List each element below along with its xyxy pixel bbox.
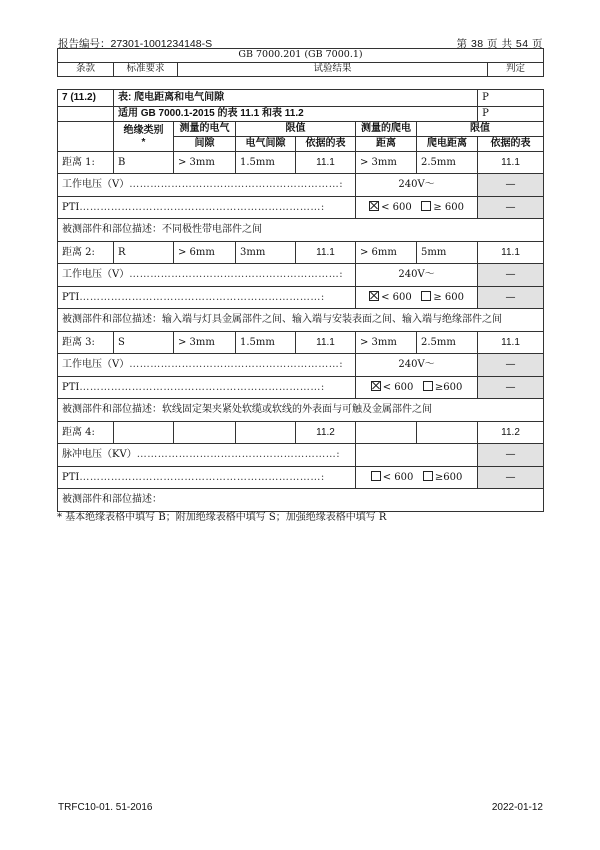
pti-options: < 600 ≥ 600 — [356, 197, 478, 219]
clause-title: 表: 爬电距离和电气间隙 — [114, 90, 478, 107]
distance-label: 距离 2: — [58, 242, 114, 264]
limit-clearance: 1.5mm — [236, 152, 296, 174]
verdict-dash: — — [478, 197, 544, 219]
table-ref: 11.1 — [296, 332, 356, 354]
verdict-dash: — — [478, 467, 544, 489]
page-number: 第 38 页 共 54 页 — [456, 38, 543, 50]
verdict-dash: — — [478, 174, 544, 197]
table-ref: 11.1 — [296, 152, 356, 174]
table-ref-2: 11.2 — [478, 422, 544, 444]
table-ref-2: 11.1 — [478, 152, 544, 174]
checkbox-checked-icon — [371, 381, 381, 391]
head-measured-creepage: 测量的爬电 — [356, 122, 417, 137]
checkbox-empty-icon — [421, 201, 431, 211]
voltage-value: 240V～ — [356, 174, 478, 197]
clause-verdict: P — [478, 90, 544, 107]
column-requirement: 标准要求 — [114, 63, 178, 77]
measured-clearance: > 6mm — [174, 242, 236, 264]
verdict-dash: — — [478, 377, 544, 399]
applies-text: 适用 GB 7000.1-2015 的表 11.1 和表 11.2 — [114, 107, 478, 122]
pti-row: PTI……………………………………………………………: — [58, 377, 356, 399]
limit-creepage: 5mm — [417, 242, 478, 264]
head-limit-creepage: 爬电距离 — [417, 137, 478, 152]
limit-creepage: 2.5mm — [417, 152, 478, 174]
form-number: TRFC10-01. 51-2016 — [58, 802, 153, 813]
measured-creepage: > 3mm — [356, 152, 417, 174]
verdict-dash: — — [478, 354, 544, 377]
measured-creepage: > 3mm — [356, 332, 417, 354]
pti-options: < 600 ≥600 — [356, 467, 478, 489]
checkbox-empty-icon — [421, 291, 431, 301]
voltage-row: 工作电压（V）……………………………………………………: — [58, 354, 356, 377]
part-description: 被测部件和部位描述：软线固定架夹紧处软缆或软线的外表面与可触及金属部件之间 — [58, 399, 544, 422]
verdict-dash: — — [478, 264, 544, 287]
pti-row: PTI……………………………………………………………: — [58, 287, 356, 309]
insulation-value: S — [114, 332, 174, 354]
voltage-value: 240V～ — [356, 354, 478, 377]
voltage-row: 脉冲电压（KV）…………………………………………………: — [58, 444, 356, 467]
checkbox-empty-icon — [423, 471, 433, 481]
applies-verdict: P — [478, 107, 544, 122]
column-result: 试验结果 — [178, 63, 488, 77]
insulation-footnote: * 基本绝缘表格中填写 B；附加绝缘表格中填写 S；加强绝缘表格中填写 R — [57, 512, 387, 523]
voltage-value — [356, 444, 478, 467]
table-ref-2: 11.1 — [478, 332, 544, 354]
table-ref-2: 11.1 — [478, 242, 544, 264]
column-verdict: 判定 — [488, 63, 544, 77]
limit-creepage: 2.5mm — [417, 332, 478, 354]
page-footer — [58, 802, 543, 816]
report-number: 报告编号：27301-1001234148-S — [58, 38, 213, 50]
pti-options: < 600 ≥600 — [356, 377, 478, 399]
voltage-row: 工作电压（V）……………………………………………………: — [58, 264, 356, 287]
checkbox-checked-icon — [369, 291, 379, 301]
form-date: 2022-01-12 — [491, 802, 543, 813]
measured-clearance: > 3mm — [174, 152, 236, 174]
column-clause: 条款 — [58, 63, 114, 77]
head-limit-2: 限值 — [417, 122, 544, 137]
head-insulation: 绝缘类别 * — [114, 122, 174, 152]
part-description: 被测部件和部位描述： — [58, 489, 544, 512]
distance-label: 距离 4: — [58, 422, 114, 444]
pti-row: PTI……………………………………………………………: — [58, 467, 356, 489]
standard-title: GB 7000.201 (GB 7000.1) — [58, 49, 544, 63]
checkbox-empty-icon — [371, 471, 381, 481]
insulation-value: R — [114, 242, 174, 264]
head-limit-clearance: 电气间隙 — [236, 137, 296, 152]
measured-clearance: > 3mm — [174, 332, 236, 354]
limit-clearance: 3mm — [236, 242, 296, 264]
checkbox-empty-icon — [423, 381, 433, 391]
insulation-value: B — [114, 152, 174, 174]
creepage-clearance-table: 7 (11.2) 表: 爬电距离和电气间隙 P 适用 GB 7000.1-2015 的表 11.1 和表 11.2 P 绝缘类别 * 测量的电气 限值 测量的爬电 限值 间隙 电气间隙 依据的表 距离 爬电距离 依据的表 距离 1: B > 3mm 1.5mm 11.1 > 3mm 2.5mm 11.1 工作电压（V）……………………………………………………: 240V～ — PTI……………………………………………………………: < 600 ≥ 600 — 被测部件和部位描述：不同极性带电部件之间 距离 2: R > 6mm 3mm 11.1 > 6mm 5mm 11.1 工作电压（V）……………………………………………………: 240V～ — PTI……………………………………………………………: < 600 ≥ 600 — 被测部件和部位描述：输入端与灯具金属部件之间、输入端与安装表面之间、输入端与绝缘部件之间 距离 3: S > 3mm 1.5mm 11.1 > 3mm 2.5mm 11.1 工作电压（V）……………………………………………………: 240V～ — PTI……………………………………………………………: < 600 ≥600 — 被测部件和部位描述：软线固定架夹紧处软缆或软线的外表面与可触及金属部件之间 距离 4: 11.2 11.2 脉冲电压（KV）…………………………………………………: — PTI……………………………………………………………: < 600 ≥600 — 被测部件和部位描述： — [57, 89, 544, 512]
verdict-dash: — — [478, 287, 544, 309]
part-description: 被测部件和部位描述：输入端与灯具金属部件之间、输入端与安装表面之间、输入端与绝缘部件之间 — [58, 309, 544, 332]
measured-creepage: > 6mm — [356, 242, 417, 264]
verdict-dash: — — [478, 444, 544, 467]
table-ref: 11.2 — [296, 422, 356, 444]
voltage-row: 工作电压（V）……………………………………………………: — [58, 174, 356, 197]
part-description: 被测部件和部位描述：不同极性带电部件之间 — [58, 219, 544, 242]
checkbox-checked-icon — [369, 201, 379, 211]
head-per-table-2: 依据的表 — [478, 137, 544, 152]
distance-label: 距离 1: — [58, 152, 114, 174]
voltage-value: 240V～ — [356, 264, 478, 287]
head-per-table: 依据的表 — [296, 137, 356, 152]
head-limit: 限值 — [236, 122, 356, 137]
head-measured-clearance: 测量的电气 — [174, 122, 236, 137]
distance-label: 距离 3: — [58, 332, 114, 354]
clause-number: 7 (11.2) — [58, 90, 114, 107]
limit-clearance: 1.5mm — [236, 332, 296, 354]
standard-header-table — [57, 48, 544, 77]
pti-options: < 600 ≥ 600 — [356, 287, 478, 309]
table-ref: 11.1 — [296, 242, 356, 264]
pti-row: PTI……………………………………………………………: — [58, 197, 356, 219]
